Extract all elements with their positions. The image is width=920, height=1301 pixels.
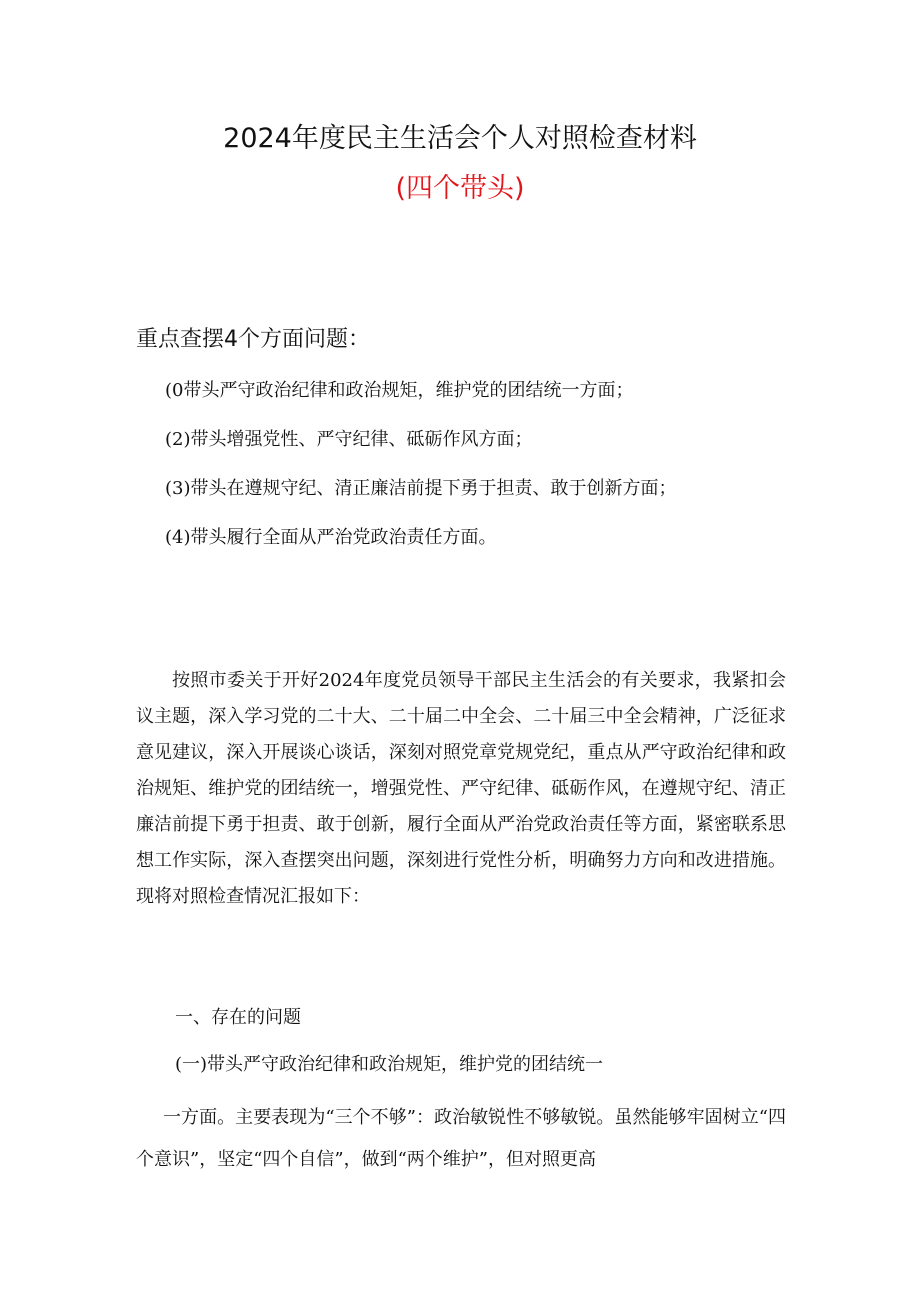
focus-item: (4)带头履行全面从严治党政治责任方面。 bbox=[165, 527, 497, 548]
intro-paragraph: 按照市委关于开好2024年度党员领导干部民主生活会的有关要求，我紧扣会议主题，深入学习党的二十大、二十届二中全会、二十届三中全会精神，广泛征求意见建议，深入开展谈心谈话，深刻对照党章党规党纪，重点从严守政治纪律和政治规矩、维护党的团结统一，增强党性、严守纪律、砥砺作风，在遵规守纪、清正廉洁前提下勇于担责、敢于创新，履行全面从严治党政治责任等方面，紧密联系思想工作实际，深入查摆突出问题，深刻进行党性分析，明确努力方向和改进措施。现将对照检查情况汇报如下： bbox=[136, 670, 786, 907]
paragraph-2: 一方面。主要表现为“三个不够”：政治敏锐性不够敏锐。虽然能够牢固树立“四个意识”，坚定“四个自信”，做到“两个维护”，但对照更高 bbox=[136, 1107, 786, 1170]
document-title: 2024年度民主生活会个人对照检查材料 bbox=[223, 123, 697, 154]
heading-issues: 一、存在的问题 bbox=[175, 1007, 301, 1028]
focus-list bbox=[165, 378, 677, 574]
focus-item: (3)带头在遵规守纪、清正廉洁前提下勇于担责、敢于创新方面； bbox=[165, 478, 677, 499]
section-heading: 重点查摆4个方面问题： bbox=[136, 327, 370, 352]
focus-item: (0带头严守政治纪律和政治规矩，维护党的团结统一方面； bbox=[165, 380, 634, 401]
heading-subsection-1: (一)带头严守政治纪律和政治规矩，维护党的团结统一 bbox=[175, 1054, 604, 1075]
focus-item: (2)带头增强党性、严守纪律、砥砺作风方面； bbox=[165, 429, 533, 450]
document-subtitle: (四个带头) bbox=[395, 173, 525, 204]
body-text bbox=[136, 663, 786, 915]
